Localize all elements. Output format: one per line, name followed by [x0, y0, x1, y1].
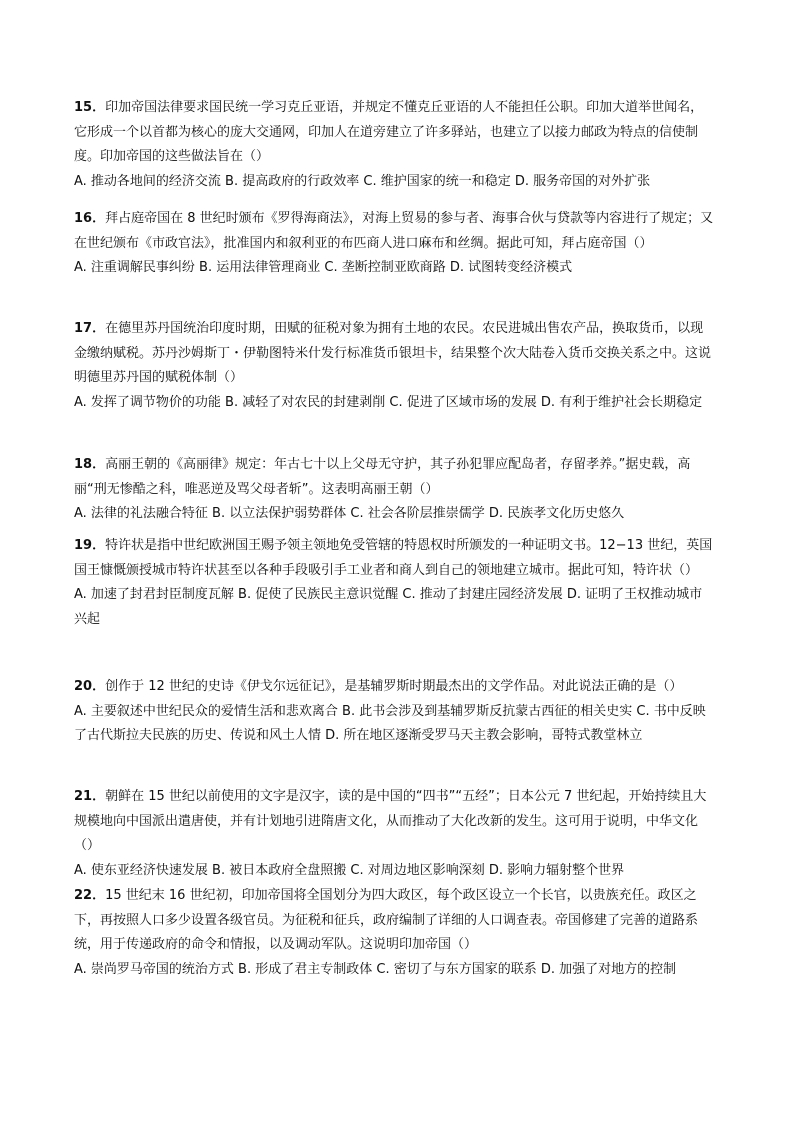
- question-options: A. 法律的礼法融合特征 B. 以立法保护弱势群体 C. 社会各阶层推崇儒学 D. 民族孝文化历史悠久: [74, 506, 625, 521]
- question-number: 22: [74, 888, 93, 903]
- question-21: 21．朝鲜在 15 世纪以前使用的文字是汉字，读的是中国的“四书”“五经”；日本公元 7 世纪起，开始持续且大规模地向中国派出遣唐使，并有计划地引进隋唐文化，从而推动了大化改新的发生。这可用于说明，中华文化（） A. 使东亚经济快速发展 B. 被日本政府全盘照搬 C. 对周边地区影响深刻 D. 影响力辐射整个世界: [74, 785, 714, 883]
- question-stem: 特许状是指中世纪欧洲国王赐予领主领地免受管辖的特恩权时所颁发的一种证明文书。12−13 世纪，英国国王慷慨颁授城市特许状甚至以各种手段吸引手工业者和商人到自己的领地建立城市。据此可知，特许状（）: [74, 538, 713, 578]
- question-stem: 拜占庭帝国在 8 世纪时颁布《罗得海商法》，对海上贸易的参与者、海事合伙与贷款等内容进行了规定；又在世纪颁布《市政官法》，批准国内和叙利亚的布匹商人进口麻布和丝绸。据此可知，拜占庭帝国（）: [74, 211, 714, 251]
- question-22: 22．15 世纪末 16 世纪初，印加帝国将全国划分为四大政区，每个政区设立一个长官，以贵族充任。政区之下，再按照人口多少设置各级官员。为征税和征兵，政府编制了详细的人口调查表。帝国修建了完善的道路系统，用于传递政府的命令和情报，以及调动军队。这说明印加帝国（） A. 崇尚罗马帝国的统治方式 B. 形成了君主专制政体 C. 密切了与东方国家的联系 D. 加强了对地方的控制: [74, 884, 714, 982]
- question-17: 17．在德里苏丹国统治印度时期，田赋的征税对象为拥有土地的农民。农民进城出售农产品，换取货币，以现金缴纳赋税。苏丹沙姆斯丁・伊勒图特米什发行标准货币银坦卡，结果整个次大陆卷入货币交换关系之中。这说明德里苏丹国的赋税体制（） A. 发挥了调节物价的功能 B. 减轻了对农民的封建剥削 C. 促进了区域市场的发展 D. 有利于维护社会长期稳定: [74, 317, 714, 415]
- question-number: 16: [74, 211, 93, 226]
- question-options: A. 崇尚罗马帝国的统治方式 B. 形成了君主专制政体 C. 密切了与东方国家的联系 D. 加强了对地方的控制: [74, 961, 677, 977]
- question-20: 20．创作于 12 世纪的史诗《伊戈尔远征记》，是基辅罗斯时期最杰出的文学作品。对此说法正确的是（） A. 主要叙述中世纪民众的爱情生活和悲欢离合 B. 此书会涉及到基辅罗斯反抗蒙古西征的相关史实 C. 书中反映了古代斯拉夫民族的历史、传说和风土人情 D. 所在地区逐渐受罗马天主教会影响，哥特式教堂林立: [74, 675, 714, 749]
- question-16: 16．拜占庭帝国在 8 世纪时颁布《罗得海商法》，对海上贸易的参与者、海事合伙与贷款等内容进行了规定；又在世纪颁布《市政官法》，批准国内和叙利亚的布匹商人进口麻布和丝绸。据此可知，拜占庭帝国（） A. 注重调解民事纠纷 B. 运用法律管理商业 C. 垄断控制亚欧商路 D. 试图转变经济模式: [74, 207, 714, 281]
- question-options: A. 注重调解民事纠纷 B. 运用法律管理商业 C. 垄断控制亚欧商路 D. 试图转变经济模式: [74, 260, 573, 275]
- question-number: 19: [74, 538, 93, 553]
- question-18: 18．高丽王朝的《高丽律》规定：年古七十以上父母无守护，其子孙犯罪应配岛者，存留孝养。”据史载，高丽“刑无惨酷之科，唯恶逆及骂父母者斩”。这表明高丽王朝（） A. 法律的礼法融合特征 B. 以立法保护弱势群体 C. 社会各阶层推崇儒学 D. 民族孝文化历史悠久: [74, 453, 714, 527]
- question-stem: 创作于 12 世纪的史诗《伊戈尔远征记》，是基辅罗斯时期最杰出的文学作品。对此说法正确的是（）: [105, 679, 683, 694]
- question-number: 15: [74, 100, 93, 115]
- question-options: A. 加速了封君封臣制度瓦解 B. 促使了民族民主意识觉醒 C. 推动了封建庄园经济发展 D. 证明了王权推动城市兴起: [74, 587, 703, 627]
- question-stem: 朝鲜在 15 世纪以前使用的文字是汉字，读的是中国的“四书”“五经”；日本公元 7 世纪起，开始持续且大规模地向中国派出遣唐使，并有计划地引进隋唐文化，从而推动了大化改新的发生。这可用于说明，中华文化（）: [74, 789, 707, 853]
- question-15: 15．印加帝国法律要求国民统一学习克丘亚语，并规定不懂克丘亚语的人不能担任公职。印加大道举世闻名，它形成一个以首都为核心的庞大交通网，印加人在道旁建立了许多驿站，也建立了以接力邮政为特点的信使制度。印加帝国的这些做法旨在（） A. 推动各地间的经济交流 B. 提高政府的行政效率 C. 维护国家的统一和稳定 D. 服务帝国的对外扩张: [74, 96, 714, 194]
- question-options: A. 发挥了调节物价的功能 B. 减轻了对农民的封建剥削 C. 促进了区域市场的发展 D. 有利于维护社会长期稳定: [74, 394, 703, 410]
- question-19: 19．特许状是指中世纪欧洲国王赐予领主领地免受管辖的特恩权时所颁发的一种证明文书。12−13 世纪，英国国王慷慨颁授城市特许状甚至以各种手段吸引手工业者和商人到自己的领地建立城市。据此可知，特许状（） A. 加速了封君封臣制度瓦解 B. 促使了民族民主意识觉醒 C. 推动了封建庄园经济发展 D. 证明了王权推动城市兴起: [74, 534, 714, 632]
- question-stem: 印加帝国法律要求国民统一学习克丘亚语，并规定不懂克丘亚语的人不能担任公职。印加大道举世闻名，它形成一个以首都为核心的庞大交通网，印加人在道旁建立了许多驿站，也建立了以接力邮政为特点的信使制度。印加帝国的这些做法旨在（）: [74, 100, 704, 164]
- question-stem: 高丽王朝的《高丽律》规定：年古七十以上父母无守护，其子孙犯罪应配岛者，存留孝养。”据史载，高丽“刑无惨酷之科，唯恶逆及骂父母者斩”。这表明高丽王朝（）: [74, 457, 691, 497]
- question-stem: 15 世纪末 16 世纪初，印加帝国将全国划分为四大政区，每个政区设立一个长官，以贵族充任。政区之下，再按照人口多少设置各级官员。为征税和征兵，政府编制了详细的人口调查表。帝国修建了完善的道路系统，用于传递政府的命令和情报，以及调动军队。这说明印加帝国（）: [74, 888, 699, 952]
- question-number: 17: [74, 321, 93, 336]
- question-options: A. 主要叙述中世纪民众的爱情生活和悲欢离合 B. 此书会涉及到基辅罗斯反抗蒙古西征的相关史实 C. 书中反映了古代斯拉夫民族的历史、传说和风土人情 D. 所在地区逐渐受罗马天主教会影响，哥特式教堂林立: [74, 703, 706, 743]
- question-number: 18: [74, 457, 93, 472]
- question-number: 21: [74, 789, 93, 804]
- question-options: A. 使东亚经济快速发展 B. 被日本政府全盘照搬 C. 对周边地区影响深刻 D. 影响力辐射整个世界: [74, 862, 625, 878]
- question-stem: 在德里苏丹国统治印度时期，田赋的征税对象为拥有土地的农民。农民进城出售农产品，换取货币，以现金缴纳赋税。苏丹沙姆斯丁・伊勒图特米什发行标准货币银坦卡，结果整个次大陆卷入货币交换关系之中。这说明德里苏丹国的赋税体制（）: [74, 321, 712, 385]
- question-options: A. 推动各地间的经济交流 B. 提高政府的行政效率 C. 维护国家的统一和稳定 D. 服务帝国的对外扩张: [74, 173, 651, 189]
- question-number: 20: [74, 679, 93, 694]
